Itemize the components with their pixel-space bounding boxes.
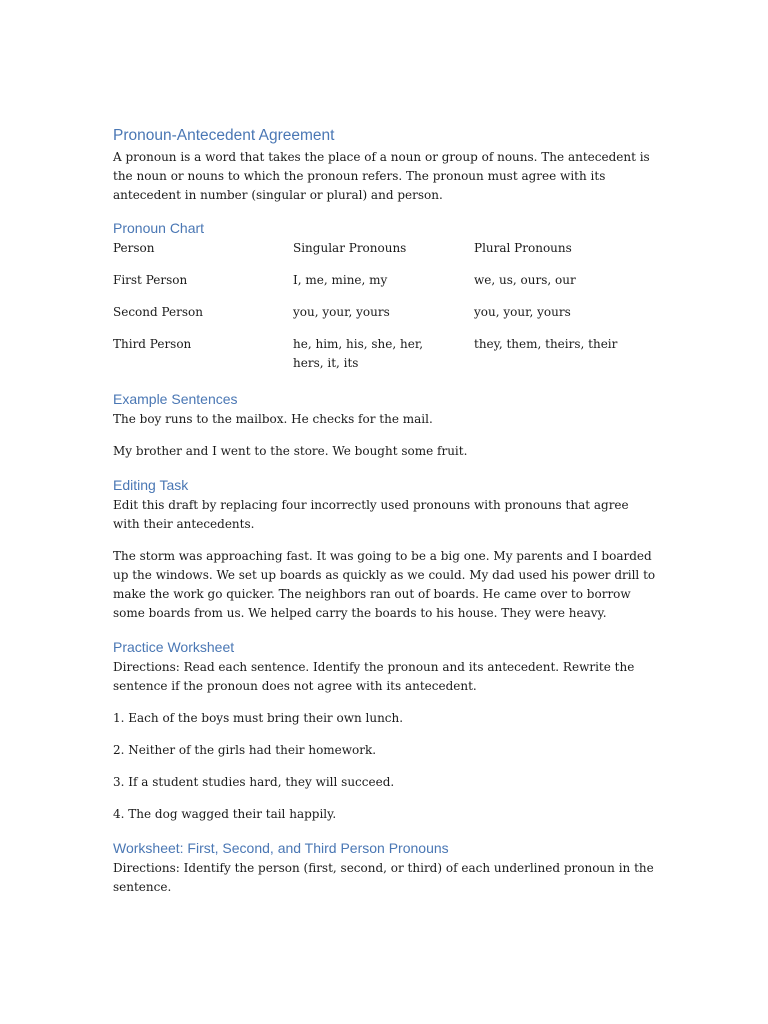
example-sentence: The boy runs to the mailbox. He checks for the mail. xyxy=(113,412,433,426)
column-header-singular: Singular Pronouns xyxy=(293,241,407,255)
practice-worksheet-heading: Practice Worksheet xyxy=(113,639,235,655)
list-item: 2. Neither of the girls had their homework. xyxy=(113,743,377,757)
page-title: Pronoun-Antecedent Agreement xyxy=(113,127,335,144)
table-cell: you, your, yours xyxy=(293,305,390,319)
table-header-row xyxy=(113,239,658,271)
table-row xyxy=(113,303,658,335)
table-cell: he, him, his, she, her, hers, it, its xyxy=(293,337,424,370)
example-sentences-heading: Example Sentences xyxy=(113,391,238,407)
table-cell: Third Person xyxy=(113,337,192,351)
editing-task-heading: Editing Task xyxy=(113,477,189,493)
column-header-person: Person xyxy=(113,241,155,255)
intro-paragraph: A pronoun is a word that takes the place of a noun or group of nouns. The antecedent is the noun or nouns to which the pronoun refers. The pronoun must agree with its antecedent in number (singular or plural) and person. xyxy=(113,150,650,202)
practice-directions: Directions: Read each sentence. Identify the pronoun and its antecedent. Rewrite the sentence if the pronoun does not agree with its antecedent. xyxy=(113,660,635,693)
column-header-plural: Plural Pronouns xyxy=(474,241,572,255)
list-item: 1. Each of the boys must bring their own lunch. xyxy=(113,711,404,725)
table-row xyxy=(113,271,658,303)
editing-draft: The storm was approaching fast. It was going to be a big one. My parents and I boarded up the windows. We set up boards as quickly as we could. My dad used his power drill to make the work go quicker. The neighbors ran out of boards. He came over to borrow some boards from us. We helped carry the boards to his house. They were heavy. xyxy=(113,549,656,620)
table-cell: First Person xyxy=(113,273,188,287)
table-cell: they, them, theirs, their xyxy=(474,337,618,351)
example-sentence: My brother and I went to the store. We bought some fruit. xyxy=(113,444,468,458)
document-page xyxy=(113,125,658,897)
editing-instructions: Edit this draft by replacing four incorrectly used pronouns with pronouns that agree with their antecedents. xyxy=(113,498,629,531)
table-cell: Second Person xyxy=(113,305,203,319)
list-item: 4. The dog wagged their tail happily. xyxy=(113,807,337,821)
pronoun-chart-table xyxy=(113,239,658,373)
table-cell: you, your, yours xyxy=(474,305,571,319)
table-row xyxy=(113,335,658,373)
table-cell: I, me, mine, my xyxy=(293,273,388,287)
list-item: 3. If a student studies hard, they will succeed. xyxy=(113,775,395,789)
table-cell: we, us, ours, our xyxy=(474,273,576,287)
pronoun-chart-heading: Pronoun Chart xyxy=(113,220,205,236)
worksheet-directions: Directions: Identify the person (first, second, or third) of each underlined pronoun in the sentence. xyxy=(113,861,654,894)
person-pronouns-worksheet-heading: Worksheet: First, Second, and Third Person Pronouns xyxy=(113,840,449,856)
